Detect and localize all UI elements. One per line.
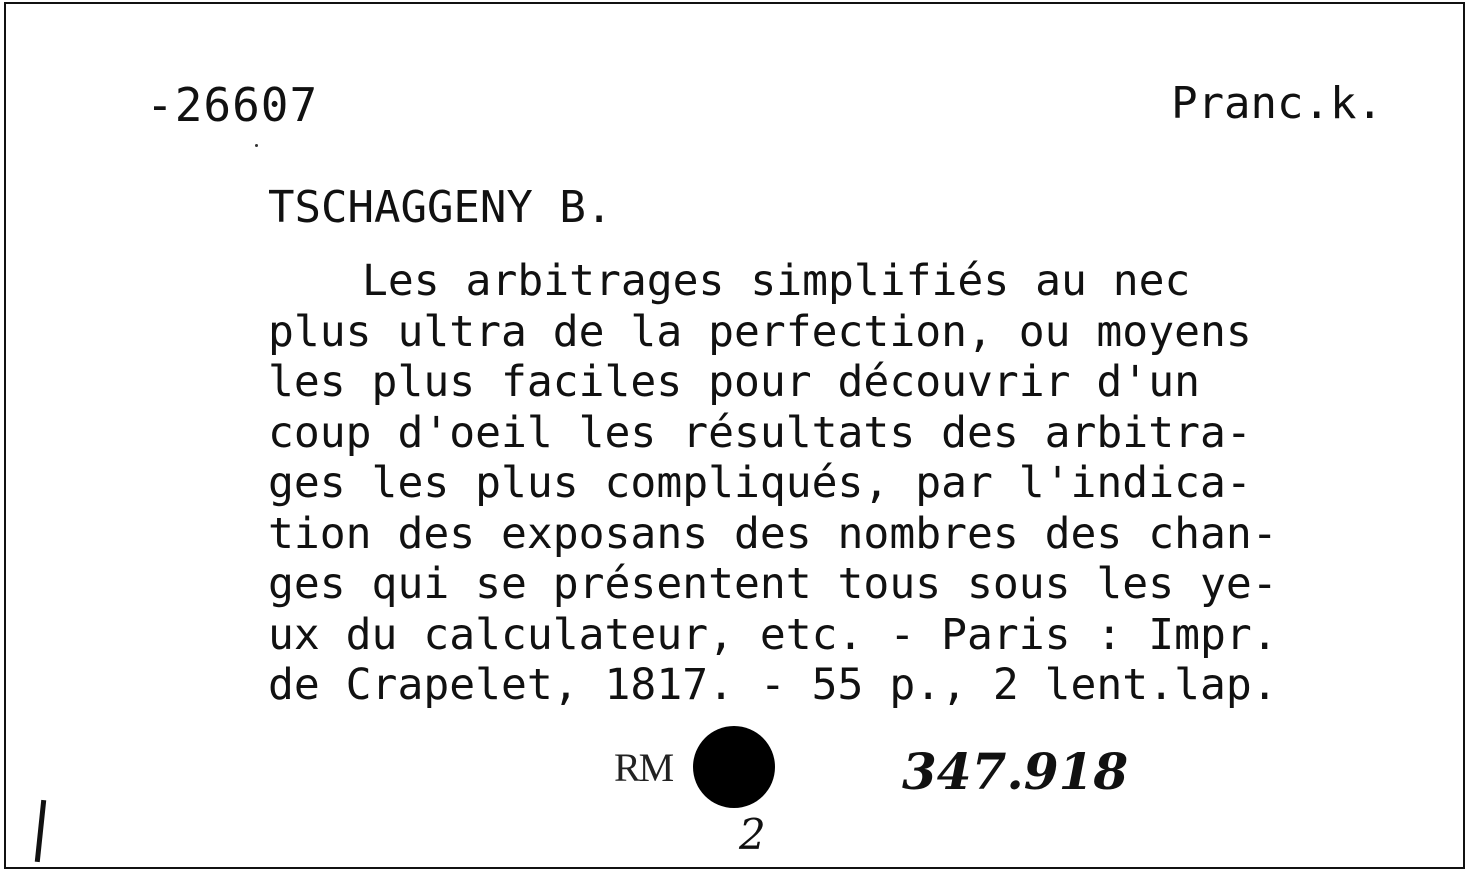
description-line: ux du calculateur, etc. - Paris : Impr. [268, 609, 1278, 660]
catalog-card [4, 2, 1465, 869]
margin-slash-mark [35, 800, 46, 862]
stamp-label: RM [614, 745, 673, 790]
bibliographic-description [268, 256, 1458, 711]
description-line: les plus faciles pour découvrir d'un [268, 357, 1200, 407]
ink-speck [255, 144, 258, 147]
description-line: de Crapelet, 1817. - 55 p., 2 lent.lap. [268, 660, 1278, 710]
description-line: tion des exposans des nombres des chan- [268, 508, 1278, 559]
handwritten-copy-number: 2 [739, 810, 766, 859]
description-line: ges les plus compliqués, par l'indica- [268, 458, 1252, 508]
call-number: -26607 [146, 78, 319, 132]
description-line: Les arbitrages simplifiés au nec [362, 256, 1191, 306]
description-line: plus ultra de la perfection, ou moyens [268, 306, 1252, 357]
handwritten-shelfmark: 347.918 [902, 742, 1129, 801]
filled-dot-icon [693, 726, 775, 808]
location-code: Pranc.k. [1171, 78, 1383, 129]
description-line: coup d'oeil les résultats des arbitra- [268, 407, 1252, 458]
description-line: ges qui se présentent tous sous les ye- [268, 559, 1278, 609]
author-heading: TSCHAGGENY B. [268, 182, 613, 233]
